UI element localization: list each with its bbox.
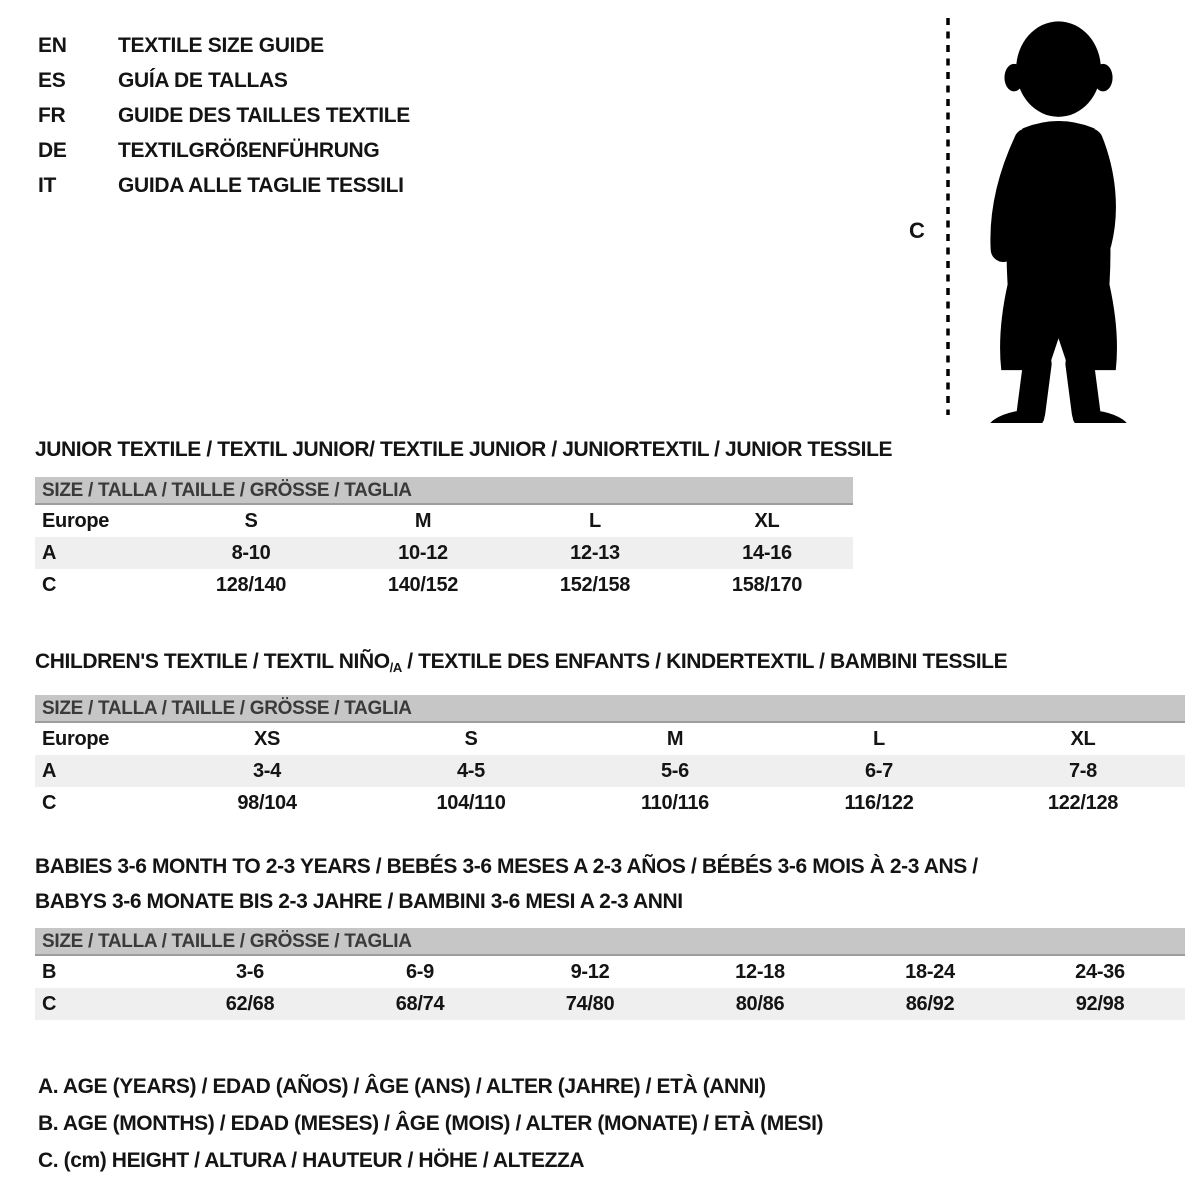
table-cell: XS [253, 728, 281, 750]
language-list [38, 28, 410, 203]
row-label: A [42, 760, 57, 782]
language-row [38, 98, 410, 133]
section-title-line: CHILDREN'S TEXTILE / TEXTIL $NIÑO_{/A}$ / TEXTILE DES ENFANTS / KINDERTEXTIL / BAMBINI TESSILE [35, 650, 1008, 675]
table-row [35, 755, 1185, 787]
table-cell: 14-16 [742, 542, 792, 564]
table-row [35, 569, 853, 601]
table-cell: S [244, 510, 258, 532]
childrens-textile-section [35, 644, 1185, 819]
language-code: DE [38, 139, 67, 162]
table-cell: 62/68 [225, 993, 275, 1015]
table-cell: XL [754, 510, 780, 532]
row-label: C [42, 792, 57, 814]
table-cell: 8-10 [231, 542, 271, 564]
table-cell: XL [1070, 728, 1096, 750]
size-header-label: SIZE / TALLA / TAILLE / GRÖSSE / TAGLIA [42, 480, 412, 501]
table-cell: 5-6 [660, 760, 689, 782]
table-cell: L [873, 728, 885, 750]
table-cell: 12-13 [570, 542, 620, 564]
table-cell: 4-5 [456, 760, 485, 782]
table-row [35, 787, 1185, 819]
table-cell: 116/122 [844, 792, 914, 814]
legend-line: B. AGE (MONTHS) / EDAD (MESES) / ÂGE (MOIS) / ALTER (MONATE) / ETÀ (MESI) [38, 1112, 824, 1135]
table-cell: 152/158 [559, 574, 631, 596]
language-label: GUIDE DES TAILLES TEXTILE [118, 104, 410, 127]
section-title-line: BABYS 3-6 MONATE BIS 2-3 JAHRE / BAMBINI 3-6 MESI A 2-3 ANNI [35, 890, 683, 913]
baby-silhouette-icon [895, 8, 1155, 423]
section-title [35, 849, 1185, 919]
row-label: C [42, 993, 57, 1015]
table-cell: 12-18 [735, 961, 785, 983]
language-label: TEXTILGRÖßENFÜHRUNG [118, 139, 380, 162]
table-cell: 92/98 [1075, 993, 1125, 1015]
table-cell: 9-12 [570, 961, 610, 983]
table-rows [35, 723, 1185, 819]
table-rows [35, 956, 1185, 1020]
table-cell: 74/80 [565, 993, 615, 1015]
table-row [35, 505, 853, 537]
table-cell: 6-9 [405, 961, 434, 983]
babies-textile-section [35, 849, 1185, 1020]
table-cell: 18-24 [905, 961, 955, 983]
language-code: ES [38, 69, 66, 92]
table-cell: 104/110 [436, 792, 506, 814]
table-cell: M [666, 728, 684, 750]
table-cell: 86/92 [905, 993, 955, 1015]
table-cell: 140/152 [387, 574, 459, 596]
language-code: FR [38, 104, 66, 127]
size-header-label: SIZE / TALLA / TAILLE / GRÖSSE / TAGLIA [42, 698, 412, 719]
table-cell: 80/86 [735, 993, 785, 1015]
table-cell: 128/140 [215, 574, 287, 596]
table-cell: 3-6 [235, 961, 264, 983]
section-title [35, 432, 893, 467]
table-cell: 10-12 [398, 542, 448, 564]
junior-textile-section [35, 432, 893, 601]
size-header-bar [35, 477, 853, 505]
language-label: TEXTILE SIZE GUIDE [118, 34, 324, 57]
legend-line: C. (cm) HEIGHT / ALTURA / HAUTEUR / HÖHE / ALTEZZA [38, 1149, 585, 1172]
section-title [35, 644, 1185, 685]
table-cell: 68/74 [395, 993, 445, 1015]
table-row [35, 723, 1185, 755]
row-label: B [42, 961, 57, 983]
table-cell: 7-8 [1068, 760, 1097, 782]
table-cell: 3-4 [252, 760, 281, 782]
measurement-legend [38, 1068, 1188, 1179]
language-code: EN [38, 34, 67, 57]
language-code: IT [38, 174, 57, 197]
section-title-line: JUNIOR TEXTILE / TEXTIL JUNIOR/ TEXTILE JUNIOR / JUNIORTEXTIL / JUNIOR TESSILE [35, 438, 893, 461]
language-row [38, 168, 410, 203]
language-row [38, 28, 410, 63]
table-cell: 98/104 [237, 792, 297, 814]
table-cell: S [464, 728, 478, 750]
row-label: A [42, 542, 57, 564]
table-cell: 6-7 [864, 760, 893, 782]
baby-body [986, 21, 1132, 423]
legend-line: A. AGE (YEARS) / EDAD (AÑOS) / ÂGE (ANS) / ALTER (JAHRE) / ETÀ (ANNI) [38, 1075, 766, 1098]
height-measure-label: C [909, 218, 925, 243]
size-header-bar [35, 695, 1185, 723]
table-row [35, 988, 1185, 1020]
table-cell: M [414, 510, 432, 532]
language-row [38, 133, 410, 168]
size-figure [895, 8, 1155, 423]
table-row [35, 537, 853, 569]
language-label: GUIDA ALLE TAGLIE TESSILI [118, 174, 404, 197]
table-row [35, 956, 1185, 988]
row-label: Europe [42, 728, 110, 750]
table-cell: L [589, 510, 601, 532]
table-rows [35, 505, 853, 601]
row-label: Europe [42, 510, 110, 532]
language-row [38, 63, 410, 98]
row-label: C [42, 574, 57, 596]
language-label: GUÍA DE TALLAS [118, 69, 288, 92]
size-header-bar [35, 928, 1185, 956]
table-cell: 24-36 [1075, 961, 1125, 983]
section-title-line: BABIES 3-6 MONTH TO 2-3 YEARS / BEBÉS 3-6 MESES A 2-3 AÑOS / BÉBÉS 3-6 MOIS À 2-3 ANS / [35, 855, 978, 878]
table-cell: 158/170 [731, 574, 803, 596]
table-cell: 122/128 [1047, 792, 1119, 814]
size-header-label: SIZE / TALLA / TAILLE / GRÖSSE / TAGLIA [42, 931, 412, 952]
table-cell: 110/116 [641, 792, 709, 814]
